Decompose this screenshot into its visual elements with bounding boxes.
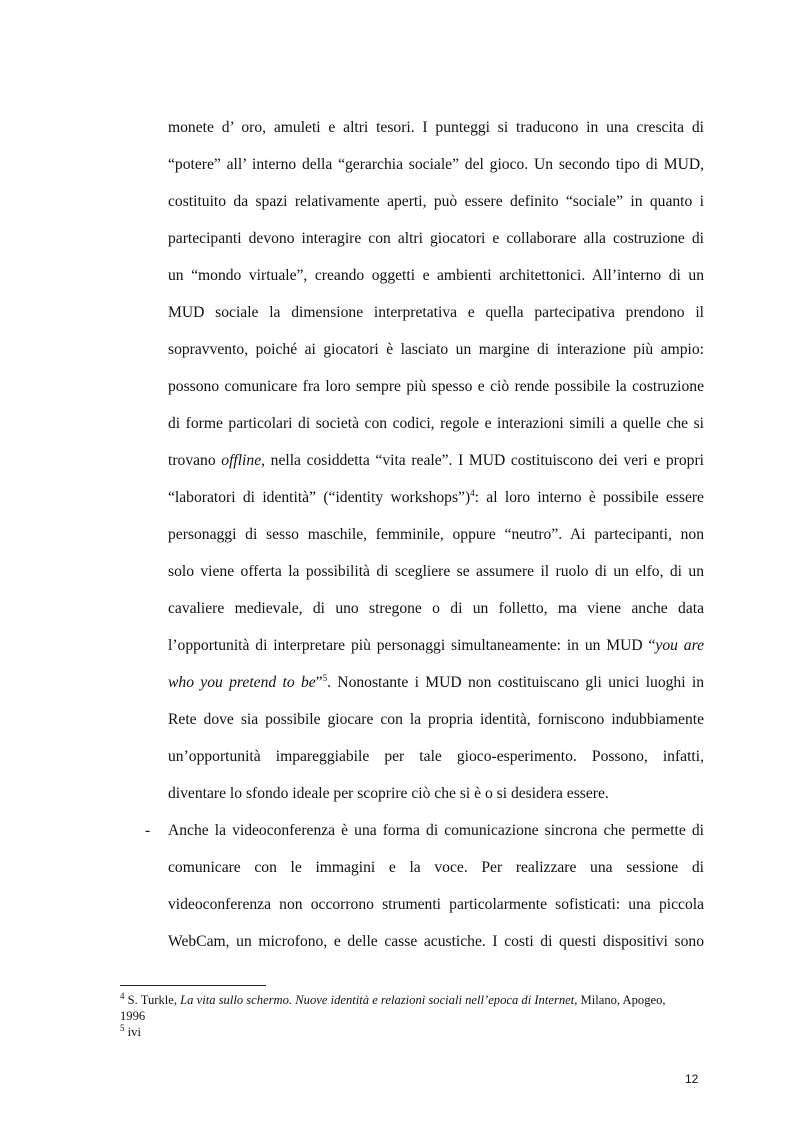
text-line [168, 377, 704, 397]
footnote-line [120, 992, 720, 1008]
list-bullet: - [145, 822, 151, 839]
text-run: , nella cosiddetta “vita reale”. I MUD costituiscono dei veri e propri [261, 452, 704, 469]
text-line [168, 784, 704, 804]
text-run: sopravvento, poiché ai giocatori è lasciato un margine di interazione più ampio: [168, 341, 704, 358]
text-line [168, 710, 704, 730]
text-run: comunicare con le immagini e la voce. Per realizzare una sessione di [168, 859, 704, 876]
text-run: MUD sociale la dimensione interpretativa e quella partecipativa prendono il [168, 304, 704, 321]
footnote-ref: 5 [322, 672, 328, 683]
text-line [168, 562, 704, 582]
text-line [168, 155, 704, 175]
text-line [168, 932, 704, 952]
text-line [168, 636, 704, 656]
text-line [168, 673, 704, 693]
text-run: personaggi di sesso maschile, femminile, oppure “neutro”. Ai partecipanti, non [168, 526, 704, 543]
footnote-ref: 4 [470, 487, 475, 498]
text-line [168, 599, 704, 619]
text-run: “laboratori di identità” (“identity workshops”) [168, 489, 471, 506]
italic-text: who you pretend to be [168, 674, 316, 691]
footnote-ref: 5 [120, 1022, 125, 1033]
text-run: S. Turkle, [124, 993, 181, 1007]
text-run: un’opportunità impareggiabile per tale gioco-esperimento. Possono, infatti, [168, 748, 704, 765]
text-run: ” [315, 674, 323, 691]
text-line [168, 821, 704, 841]
text-line [168, 488, 704, 508]
italic-text: you are [655, 637, 704, 654]
text-run: trovano [168, 452, 222, 469]
text-line [168, 747, 704, 767]
text-line [168, 118, 704, 138]
text-run: un “mondo virtuale”, creando oggetti e ambienti architettonici. All’interno di un [168, 267, 704, 284]
text-line [168, 229, 704, 249]
text-run: partecipanti devono interagire con altri giocatori e collaborare alla costruzione di [168, 230, 704, 247]
italic-text: offline [221, 452, 262, 469]
text-run: ivi [124, 1025, 141, 1039]
text-run: Rete dove sia possibile giocare con la propria identità, forniscono indubbiamente [168, 711, 704, 728]
footnote-line [120, 1024, 720, 1040]
text-line [168, 414, 704, 434]
footnote-line [120, 1008, 720, 1024]
text-run: 1996 [120, 1009, 146, 1023]
text-line [168, 266, 704, 286]
text-run: , Milano, Apogeo, [574, 993, 666, 1007]
text-run: “potere” all’ interno della “gerarchia sociale” del gioco. Un secondo tipo di MUD, [168, 156, 704, 173]
text-run: di forme particolari di società con codici, regole e interazioni simili a quelle che si [168, 415, 704, 432]
text-run: WebCam, un microfono, e delle casse acustiche. I costi di questi dispositivi sono [168, 933, 704, 950]
footnote-ref: 4 [120, 990, 125, 1001]
text-run: Anche la videoconferenza è una forma di comunicazione sincrona che permette di [168, 822, 704, 839]
text-line [168, 192, 704, 212]
text-line [168, 340, 704, 360]
italic-text: La vita sullo schermo. Nuove identità e relazioni sociali nell’epoca di Internet [180, 993, 575, 1007]
text-run: l’opportunità di interpretare più personaggi simultaneamente: in un MUD “ [168, 637, 656, 654]
text-run: diventare lo sfondo ideale per scoprire ciò che si è o si desidera essere. [168, 785, 609, 802]
text-line [168, 895, 704, 915]
text-run: videoconferenza non occorrono strumenti particolarmente sofisticati: una piccola [168, 896, 704, 913]
footnote-separator [120, 985, 266, 986]
text-run: costituito da spazi relativamente aperti, può essere definito “sociale” in quanto i [168, 193, 704, 210]
text-run: possono comunicare fra loro sempre più spesso e ciò rende possibile la costruzione [168, 378, 704, 395]
text-run: . Nonostante i MUD non costituiscano gli unici luoghi in [327, 674, 704, 691]
text-line [168, 525, 704, 545]
page-number: 12 [685, 1072, 699, 1086]
text-line [168, 858, 704, 878]
text-run: cavaliere medievale, di uno stregone o di un folletto, ma viene anche data [168, 600, 704, 617]
text-line [168, 451, 704, 471]
text-run: solo viene offerta la possibilità di scegliere se assumere il ruolo di un elfo, di un [168, 563, 704, 580]
text-run: monete d’ oro, amuleti e altri tesori. I punteggi si traducono in una crescita di [168, 119, 704, 136]
text-line [168, 303, 704, 323]
text-run: : al loro interno è possibile essere [474, 489, 704, 506]
